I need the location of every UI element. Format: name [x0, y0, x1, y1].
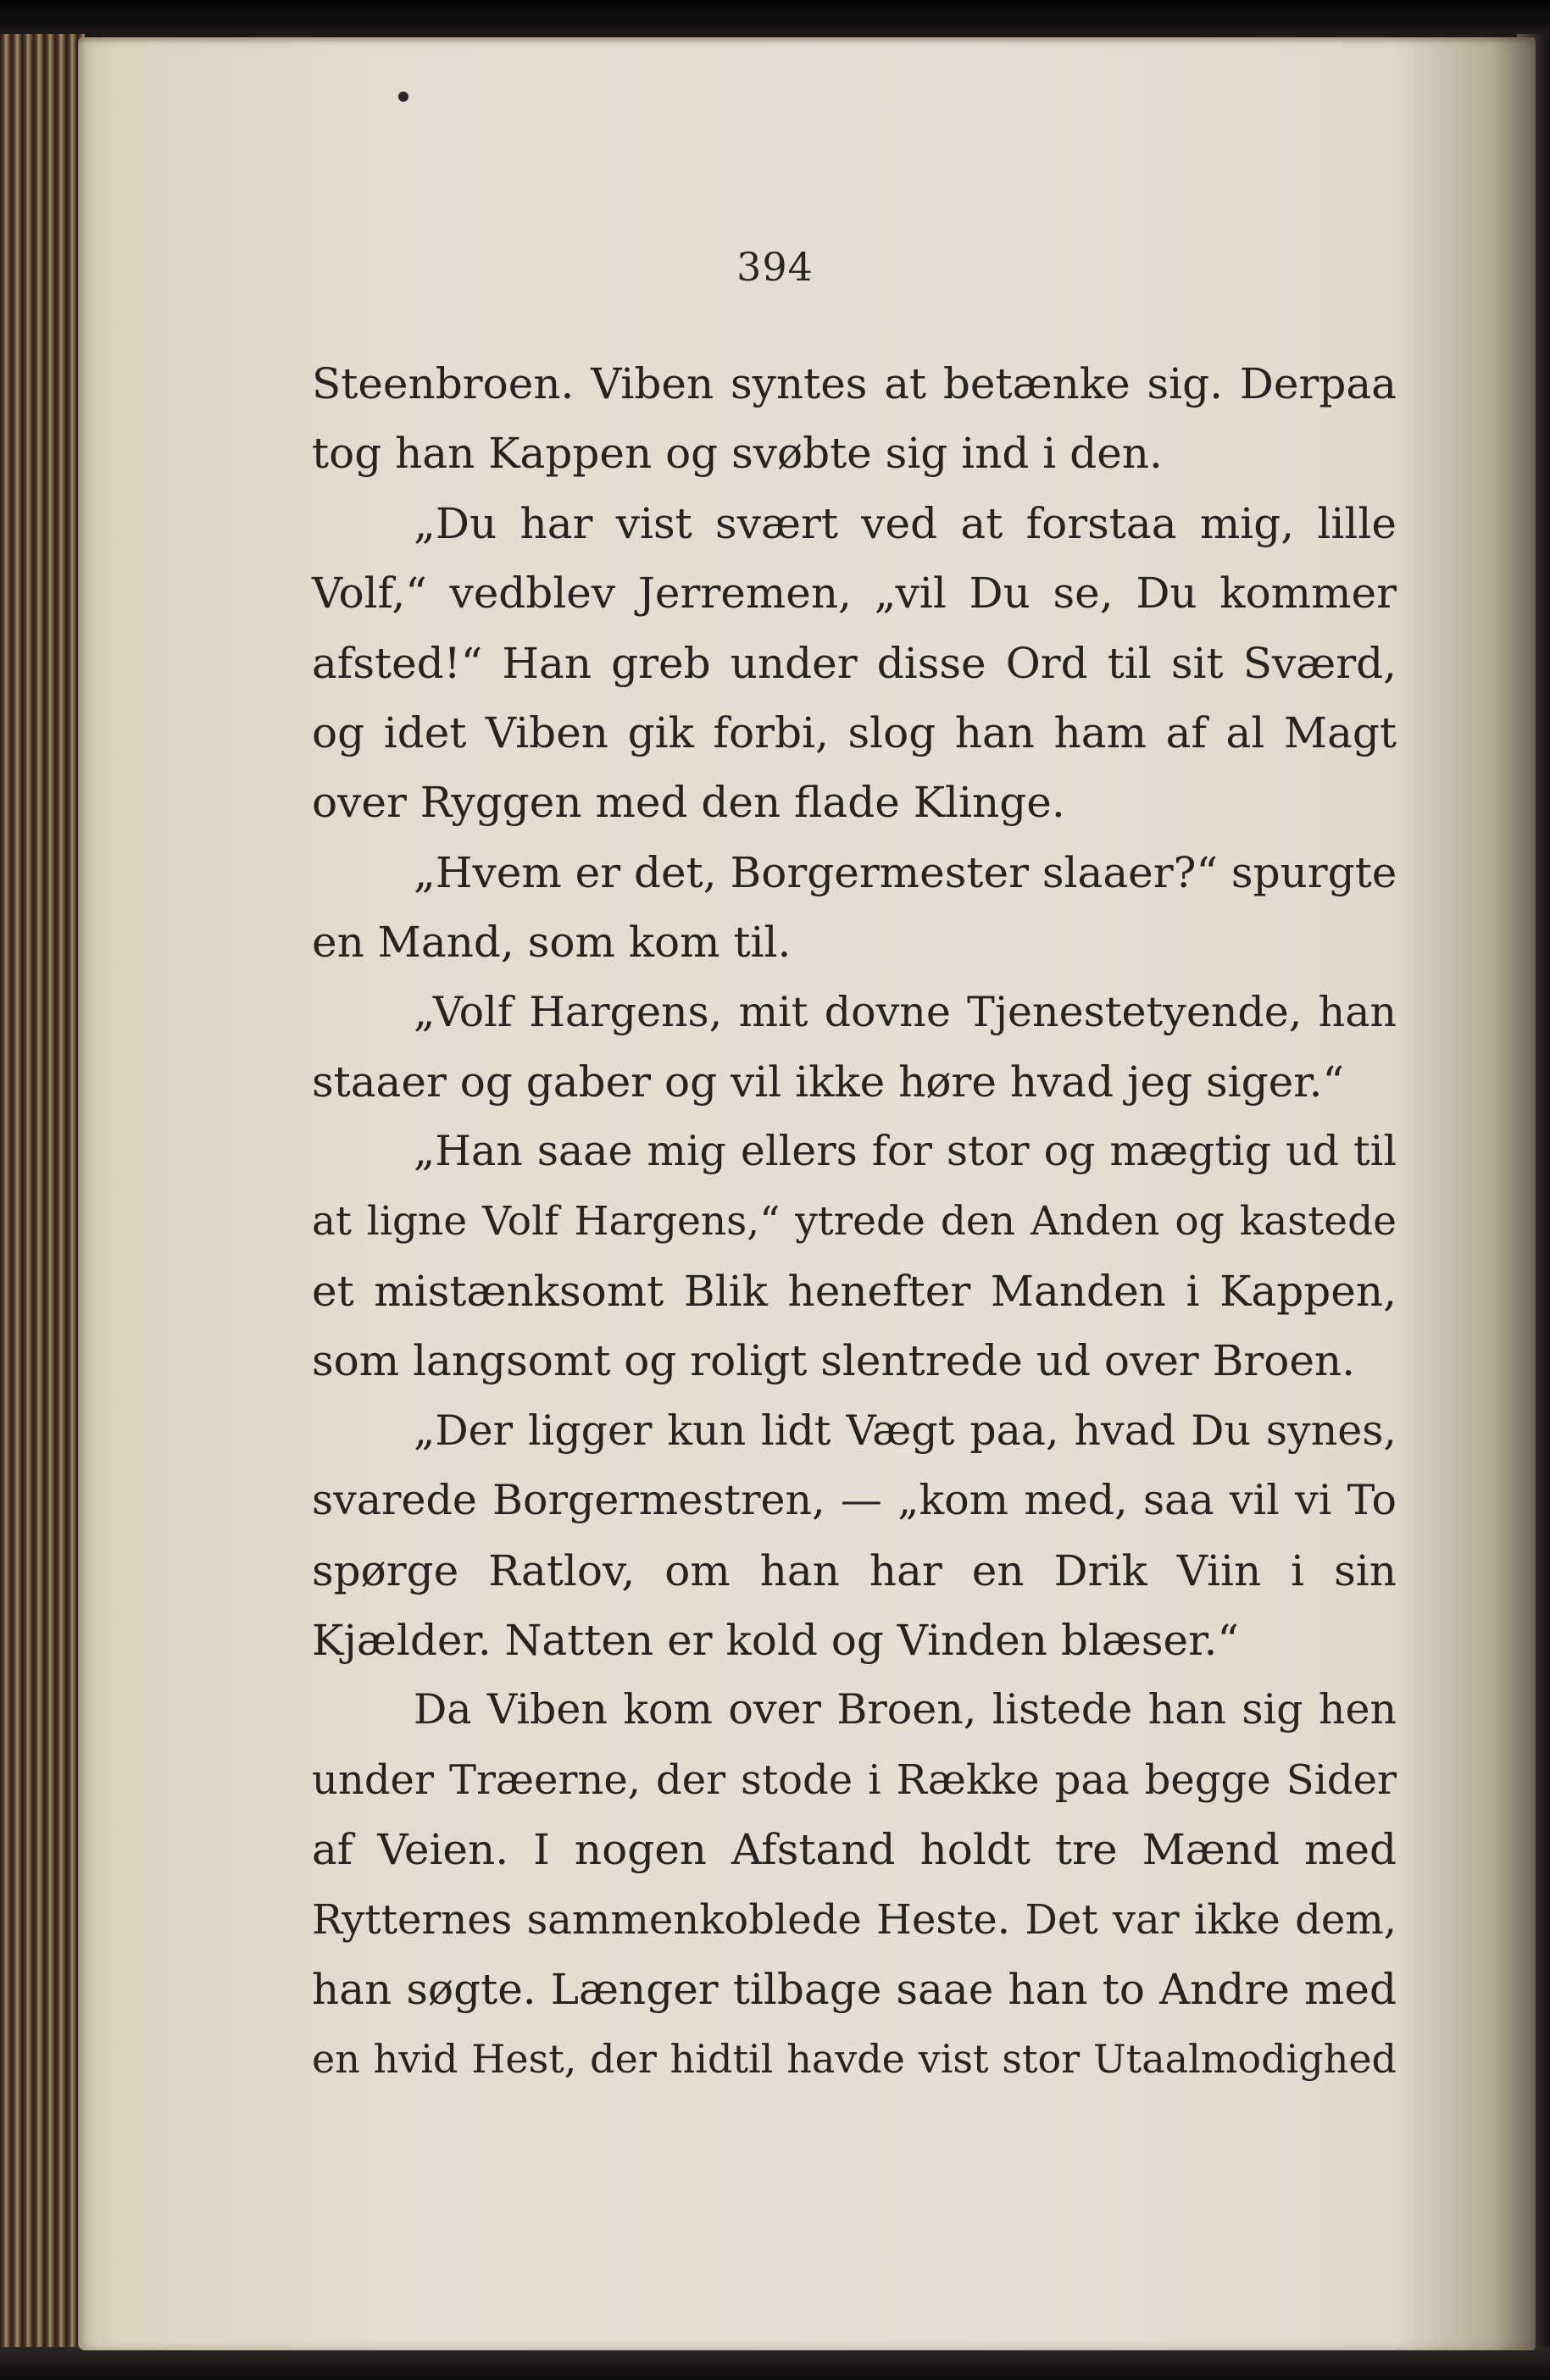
text-line: spørge Ratlov, om han har en Drik Viin i sin [312, 1545, 1397, 1595]
text-line: „Hvem er det, Borgermester slaaer?“ spurgte [414, 847, 1397, 897]
text-line: en Mand, som kom til. [312, 918, 792, 968]
text-line: at ligne Volf Hargens,“ ytrede den Anden og kastede [312, 1197, 1397, 1245]
text-line: Rytternes sammenkoblede Heste. Det var ikke dem, [312, 1895, 1397, 1944]
text-line: „Der ligger kun lidt Vægt paa, hvad Du synes, [414, 1406, 1397, 1455]
page-number: 394 [736, 244, 814, 290]
text-line: under Træerne, der stode i Række paa begge Sider [312, 1756, 1397, 1804]
text-line: Steenbroen. Viben syntes at betænke sig. Derpaa [312, 359, 1397, 408]
ink-speck [398, 92, 408, 102]
text-line: som langsomt og roligt slentrede ud over Broen. [312, 1336, 1356, 1386]
text-line: afsted!“ Han greb under disse Ord til sit Sværd, [312, 638, 1397, 688]
page-body-text [312, 349, 1397, 2094]
text-line: og idet Viben gik forbi, slog han ham af al Magt [312, 707, 1397, 757]
text-line: svarede Borgermestren, — „kom med, saa vil vi To [312, 1476, 1397, 1525]
text-line: han søgte. Længer tilbage saae han to Andre med [312, 1964, 1397, 2014]
text-line: over Ryggen med den flade Klinge. [312, 778, 1065, 828]
text-line: „Du har vist svært ved at forstaa mig, lille [414, 498, 1397, 548]
text-line: Kjælder. Natten er kold og Vinden blæser.“ [312, 1616, 1239, 1666]
text-line: staaer og gaber og vil ikke høre hvad jeg siger.“ [312, 1057, 1345, 1107]
text-line: et mistænksomt Blik henefter Manden i Kappen, [312, 1267, 1397, 1317]
page-edges-left [0, 34, 85, 2380]
text-line: tog han Kappen og svøbte sig ind i den. [312, 429, 1163, 479]
book-edge-bottom [0, 2347, 1550, 2380]
text-line: Volf,“ vedblev Jerremen, „vil Du se, Du kommer [312, 569, 1397, 619]
text-line: „Volf Hargens, mit dovne Tjenestetyende, han [414, 987, 1397, 1036]
text-line: af Veien. I nogen Afstand holdt tre Mænd med [312, 1825, 1397, 1875]
text-line: „Han saae mig ellers for stor og mægtig ud til [414, 1127, 1397, 1176]
text-line: Da Viben kom over Broen, listede han sig hen [414, 1685, 1397, 1734]
text-line: en hvid Hest, der hidtil havde vist stor Utaalmodighed [312, 2036, 1397, 2083]
